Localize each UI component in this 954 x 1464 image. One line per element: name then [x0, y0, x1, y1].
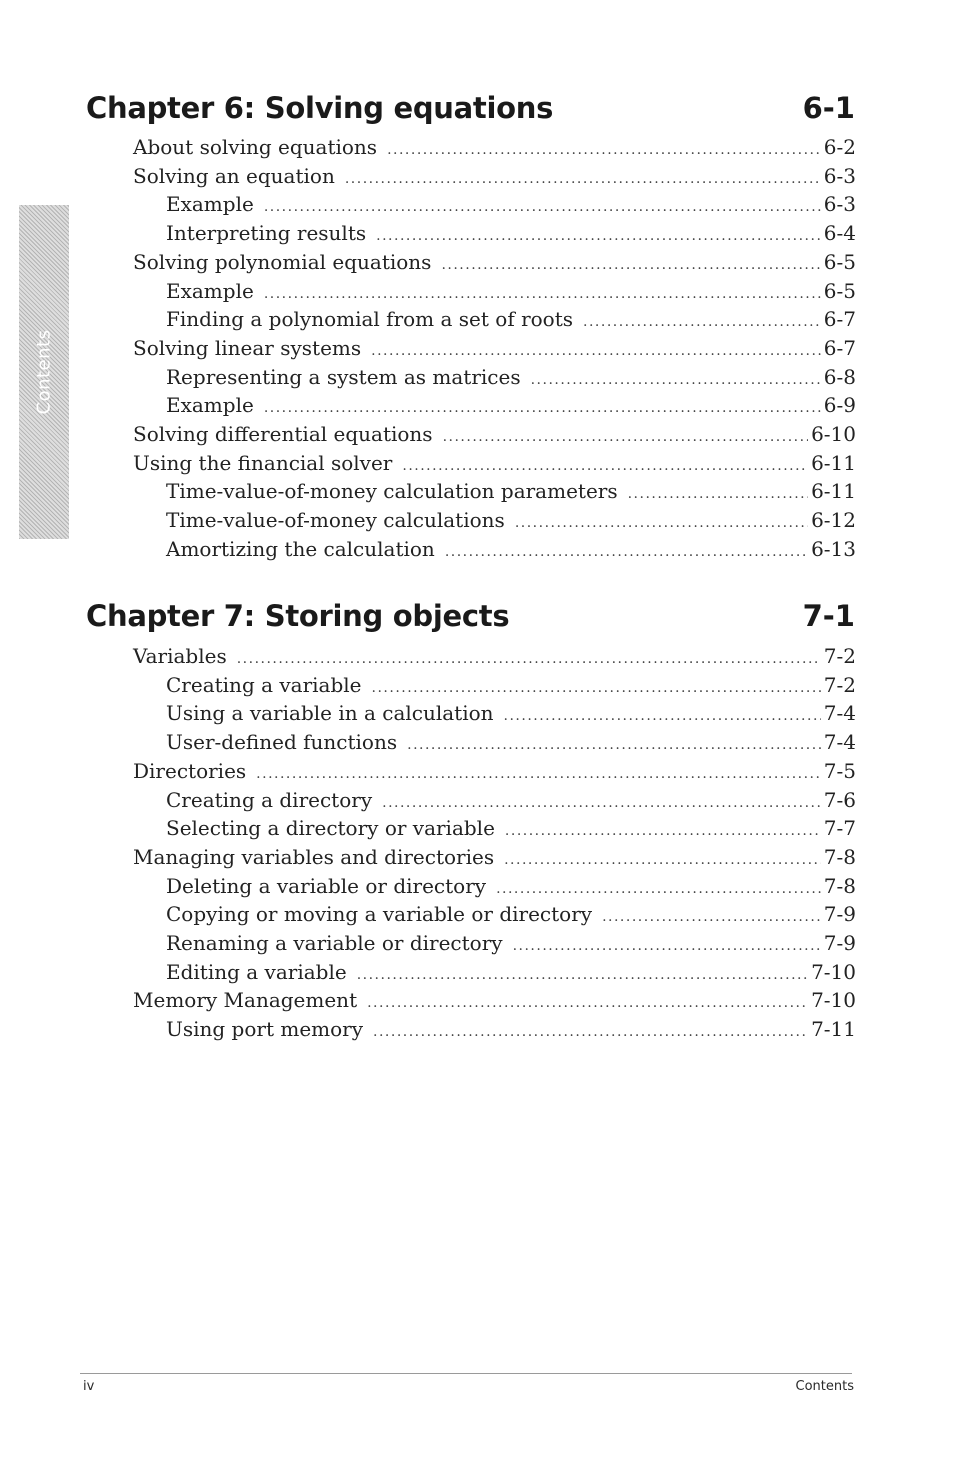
dot-leader: [445, 538, 808, 566]
toc-entry-page: 6-11: [811, 450, 856, 475]
toc-entry-label: Representing a system as matrices: [166, 364, 521, 389]
toc-entry-label: Selecting a directory or variable: [166, 816, 495, 841]
toc-entry-page: 6-12: [811, 508, 856, 533]
toc-entry[interactable]: [166, 391, 856, 419]
toc-entry[interactable]: [166, 786, 856, 814]
toc-entry-page: 7-8: [823, 873, 856, 898]
chapter-7-heading: [86, 594, 855, 638]
toc-entry[interactable]: [166, 363, 856, 391]
dot-leader: [402, 452, 808, 480]
toc-entry-page: 6-5: [823, 278, 856, 303]
toc-entry-page: 6-7: [823, 307, 856, 332]
toc-entry-label: User-defined functions: [166, 730, 398, 755]
toc-entry-label: Interpreting results: [166, 221, 367, 246]
toc-entry[interactable]: [166, 1015, 856, 1043]
toc-entry-page: 7-5: [823, 758, 856, 783]
dot-leader: [504, 702, 821, 730]
dot-leader: [505, 817, 821, 845]
toc-entry[interactable]: [166, 900, 856, 928]
toc-entry[interactable]: [133, 248, 856, 276]
toc-entry-label: Managing variables and directories: [133, 844, 495, 869]
toc-entry[interactable]: [166, 305, 856, 333]
toc-entry-label: Editing a variable: [166, 959, 347, 984]
dot-leader: [367, 989, 808, 1017]
toc-entry[interactable]: [133, 162, 856, 190]
toc-entry-page: 6-11: [811, 479, 856, 504]
dot-leader: [345, 165, 821, 193]
toc-entry-page: 6-5: [823, 249, 856, 274]
toc-entry-page: 6-8: [823, 364, 856, 389]
toc-entry-page: 6-3: [823, 192, 856, 217]
toc-entry-label: Solving linear systems: [133, 335, 362, 360]
footer-page-number: iv: [83, 1379, 95, 1394]
dot-leader: [628, 480, 808, 508]
toc-entry-label: Example: [166, 278, 254, 303]
toc-entry-page: 6-9: [823, 393, 856, 418]
toc-entry[interactable]: [166, 219, 856, 247]
dot-leader: [376, 222, 821, 250]
toc-entry-label: Copying or moving a variable or directory: [166, 902, 593, 927]
toc-entry-label: Time-value-of-money calculation parameters: [166, 479, 618, 504]
dot-leader: [264, 280, 821, 308]
side-tab-label: Contents: [33, 329, 55, 415]
toc-entry-page: 7-11: [811, 1017, 856, 1042]
dot-leader: [602, 903, 821, 931]
toc-entry-label: Renaming a variable or directory: [166, 931, 503, 955]
toc-entry-label: Using a variable in a calculation: [166, 701, 494, 726]
toc-entry-page: 7-2: [823, 644, 856, 668]
dot-leader: [382, 789, 821, 817]
toc-entry-page: 7-4: [823, 701, 856, 726]
toc-entry[interactable]: [166, 671, 856, 699]
toc-entry-label: Time-value-of-money calculations: [166, 508, 505, 533]
toc-entry-label: Solving polynomial equations: [133, 249, 432, 274]
footer-section-name: Contents: [795, 1379, 854, 1394]
toc-entry[interactable]: [166, 277, 856, 305]
dot-leader: [504, 846, 821, 874]
dot-leader: [531, 366, 821, 394]
toc-entry-page: 7-4: [823, 730, 856, 755]
toc-entry[interactable]: [133, 843, 856, 871]
toc-entry-page: 6-13: [811, 536, 856, 561]
toc-entry-page: 6-7: [823, 335, 856, 360]
dot-leader: [515, 509, 808, 537]
toc-entry-page: 7-10: [811, 988, 856, 1013]
toc-entry-page: 6-4: [823, 221, 856, 246]
toc-entry-label: Variables: [133, 644, 227, 668]
toc-entry[interactable]: [133, 757, 856, 785]
dot-leader: [373, 1018, 808, 1046]
dot-leader: [583, 308, 821, 336]
toc-entry-page: 6-10: [811, 422, 856, 446]
toc-entry[interactable]: [133, 334, 856, 362]
toc-entry[interactable]: [166, 699, 856, 727]
chapter-title: Chapter 7: Storing objects: [86, 599, 510, 633]
toc-entry-label: Using port memory: [166, 1017, 364, 1042]
toc-entry[interactable]: [166, 535, 856, 563]
dot-leader: [237, 645, 821, 673]
toc-entry-label: Example: [166, 393, 254, 418]
toc-entry-label: Using the financial solver: [133, 450, 393, 475]
toc-entry[interactable]: [166, 929, 856, 957]
toc-entry-label: Creating a variable: [166, 672, 362, 697]
toc-entry-page: 7-6: [823, 787, 856, 812]
chapter-page: 6-1: [802, 91, 855, 125]
toc-entry-label: Creating a directory: [166, 787, 373, 812]
toc-entry-label: Deleting a variable or directory: [166, 873, 487, 898]
dot-leader: [443, 423, 808, 451]
dot-leader: [264, 394, 821, 422]
toc-entry[interactable]: [166, 477, 856, 505]
dot-leader: [513, 932, 821, 960]
dot-leader: [387, 136, 821, 164]
toc-entry[interactable]: [166, 814, 856, 842]
toc-entry-label: Memory Management: [133, 988, 358, 1013]
toc-entry-page: 7-10: [811, 959, 856, 984]
dot-leader: [371, 337, 821, 365]
toc-entry-page: 7-9: [823, 902, 856, 927]
dot-leader: [372, 674, 821, 702]
toc-entry-page: 7-8: [823, 844, 856, 869]
toc-entry[interactable]: [133, 133, 856, 161]
chapter-title: Chapter 6: Solving equations: [86, 91, 554, 125]
toc-entry-page: 6-2: [823, 135, 856, 159]
toc-entry-page: 7-2: [823, 672, 856, 697]
toc-entry-page: 7-7: [823, 816, 856, 841]
toc-entry[interactable]: [133, 449, 856, 477]
toc-entry-page: 7-9: [823, 931, 856, 955]
toc-entry-label: Finding a polynomial from a set of roots: [166, 307, 574, 332]
dot-leader: [496, 875, 821, 903]
dot-leader: [441, 251, 820, 279]
toc-entry[interactable]: [166, 872, 856, 900]
toc-entry[interactable]: [133, 420, 856, 448]
toc-entry[interactable]: [166, 728, 856, 756]
toc-entry-label: Example: [166, 192, 254, 217]
toc-entry-label: Solving an equation: [133, 163, 335, 188]
toc-entry[interactable]: [133, 642, 856, 670]
toc-entry[interactable]: [166, 506, 856, 534]
dot-leader: [357, 961, 808, 989]
dot-leader: [407, 731, 821, 759]
toc-entry-label: About solving equations: [133, 135, 378, 159]
toc-entry-label: Amortizing the calculation: [166, 536, 435, 561]
toc-entry-label: Solving differential equations: [133, 422, 433, 446]
toc-entry-page: 6-3: [823, 163, 856, 188]
chapter-6-heading: [86, 86, 855, 130]
dot-leader: [264, 193, 821, 221]
toc-entry[interactable]: [166, 190, 856, 218]
contents-side-tab: [19, 205, 69, 539]
chapter-page: 7-1: [802, 599, 855, 633]
dot-leader: [256, 760, 821, 788]
toc-entry[interactable]: [133, 986, 856, 1014]
toc-entry-label: Directories: [133, 758, 247, 783]
footer-rule: [80, 1373, 852, 1374]
toc-entry[interactable]: [166, 958, 856, 986]
